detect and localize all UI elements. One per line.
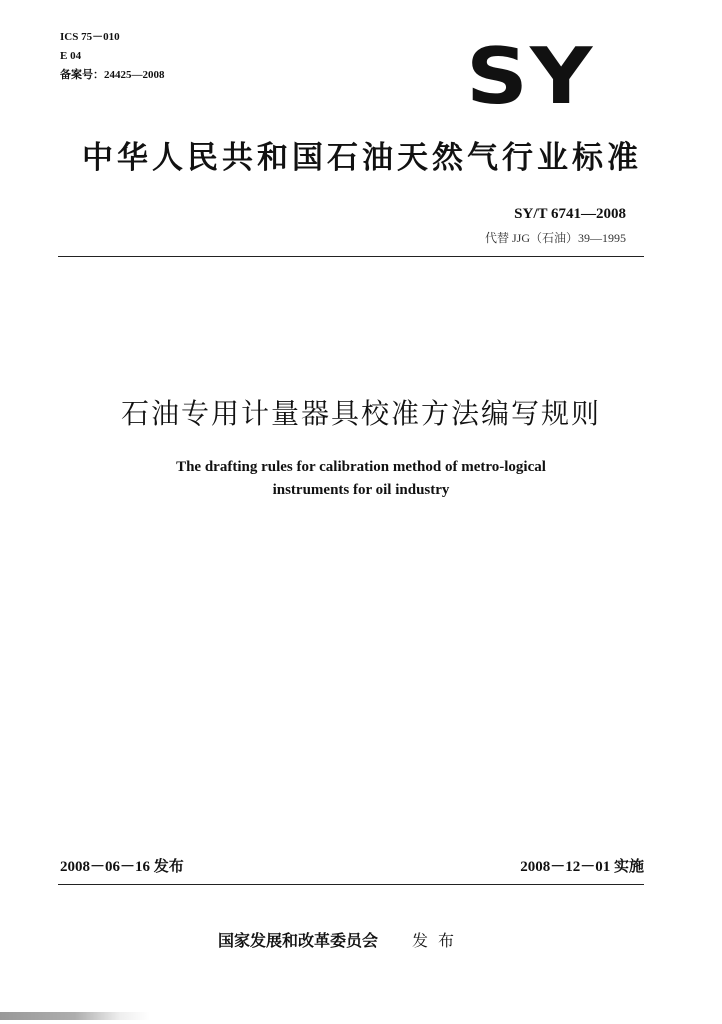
implementation-date: 2008－12－01 实施	[520, 859, 644, 875]
title-en-line-1: The drafting rules for calibration method of metro-logical	[176, 459, 546, 475]
issuer	[218, 928, 464, 951]
replaces-standard: 代替 JJG（石油）39—1995	[484, 231, 626, 245]
ics-code: ICS 75－010	[60, 31, 120, 43]
document-title-english	[0, 456, 722, 502]
standard-header: 中华人民共和国石油天然气行业标准	[82, 140, 642, 176]
category-code: E 04	[60, 50, 82, 62]
sy-logo: SY	[466, 31, 595, 122]
scan-artifact	[0, 1012, 150, 1020]
footer-divider	[58, 884, 644, 885]
record-number: 备案号：24425—2008	[60, 69, 165, 81]
document-title-chinese: 石油专用计量器具校准方法编写规则	[120, 397, 601, 430]
classification-codes	[60, 28, 165, 85]
title-en-line-2: instruments for oil industry	[272, 482, 450, 498]
header-divider	[58, 256, 644, 257]
issue-date: 2008－06－16 发布	[60, 859, 184, 875]
standard-number: SY/T 6741—2008	[514, 206, 626, 222]
issuer-action: 发布	[412, 931, 465, 950]
issuer-name: 国家发展和改革委员会	[218, 931, 379, 950]
